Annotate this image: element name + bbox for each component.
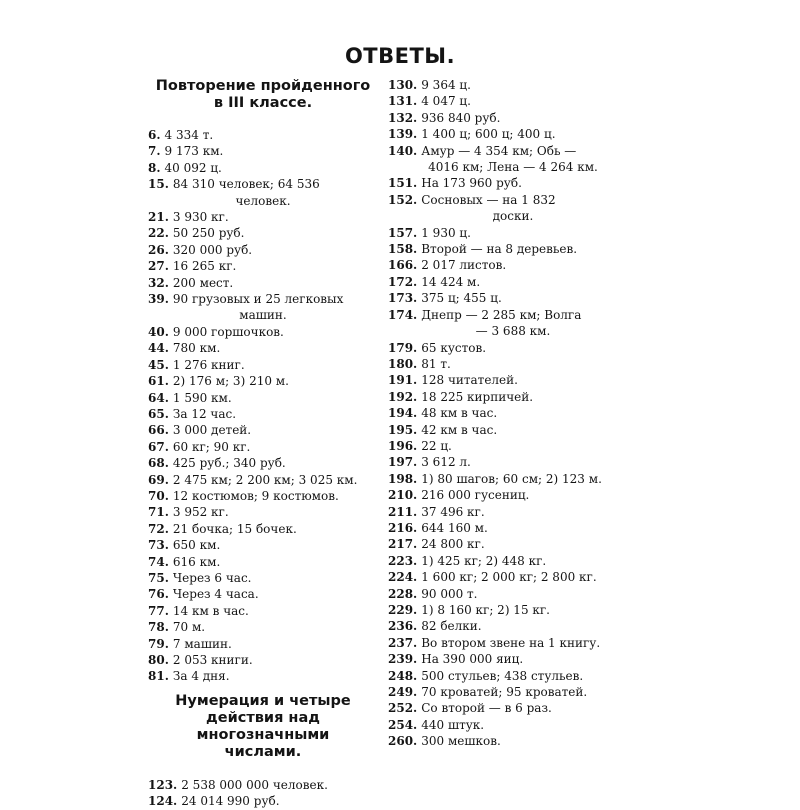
answer-number: 237. (388, 635, 418, 650)
answer-text: 780 км. (172, 341, 221, 356)
answer-text: За 12 час. (172, 406, 237, 421)
answer-entry (148, 793, 378, 809)
answer-text: За 4 дня. (172, 669, 230, 684)
answer-text: 375 ц; 455 ц. (421, 291, 502, 306)
answer-number: 194. (388, 406, 418, 421)
answer-number: 68. (148, 456, 169, 471)
answer-number: 15. (148, 177, 169, 192)
answer-number: 157. (388, 225, 418, 240)
answer-entry (388, 504, 638, 520)
answer-continuation: — 3 688 км. (475, 324, 551, 339)
answer-text: 3 000 детей. (172, 423, 252, 438)
answer-number: 132. (388, 110, 418, 125)
answer-entry (148, 603, 378, 619)
answer-entry (148, 619, 378, 635)
answer-text: 4 047 ц. (421, 94, 471, 109)
answer-text: 500 стульев; 438 стульев. (421, 668, 584, 683)
answer-text: Сосновых — на 1 832 (421, 192, 556, 207)
answer-text: 9 173 км. (164, 144, 224, 159)
answer-entry (388, 651, 638, 667)
answer-entry (388, 700, 638, 716)
answer-text: 14 424 м. (421, 274, 481, 289)
answer-number: 172. (388, 274, 418, 289)
answer-list-numeration (148, 777, 378, 810)
answer-number: 44. (148, 341, 169, 356)
answer-text: 650 км. (172, 538, 221, 553)
answer-number: 239. (388, 652, 418, 667)
answer-text: 14 км в час. (172, 603, 249, 618)
answer-entry (148, 291, 378, 307)
answer-number: 27. (148, 259, 169, 274)
answer-text: 3 612 л. (421, 455, 471, 470)
answer-number: 32. (148, 275, 169, 290)
answer-entry (388, 192, 638, 208)
answer-number: 131. (388, 94, 418, 109)
answer-entry (388, 290, 638, 306)
answer-number: 77. (148, 603, 169, 618)
answer-number: 67. (148, 439, 169, 454)
page-title: ОТВЕТЫ. (344, 44, 456, 68)
answer-entry (148, 521, 378, 537)
answer-text: 90 грузовых и 25 легковых (172, 292, 344, 307)
answer-entry (388, 438, 638, 454)
answer-entry (148, 275, 378, 291)
answer-number: 130. (388, 78, 418, 92)
answer-number: 70. (148, 488, 169, 503)
answer-entry (148, 422, 378, 438)
answer-entry (148, 777, 378, 793)
answer-text: 18 225 кирпичей. (421, 389, 534, 404)
answer-text: Второй — на 8 деревьев. (421, 242, 578, 257)
answer-entry (148, 143, 378, 159)
answer-text: 40 092 ц. (164, 160, 222, 175)
answer-text: 644 160 м. (421, 520, 488, 535)
answer-entry (388, 405, 638, 421)
answer-entry (388, 143, 638, 159)
answer-text: 3 930 кг. (172, 210, 229, 225)
answer-text: 82 белки. (421, 619, 482, 634)
answer-text: 37 496 кг. (421, 504, 485, 519)
answer-entry (388, 175, 638, 191)
answer-number: 217. (388, 537, 418, 552)
answer-entry (148, 127, 378, 143)
answer-text: 320 000 руб. (172, 242, 253, 257)
answer-number: 179. (388, 340, 418, 355)
answer-text: 42 км в час. (421, 422, 498, 437)
answer-number: 151. (388, 176, 418, 191)
heading-line: в III классе. (213, 95, 313, 111)
answer-number: 224. (388, 570, 418, 585)
answer-number: 75. (148, 570, 169, 585)
answer-number: 252. (388, 701, 418, 716)
answer-number: 229. (388, 603, 418, 617)
answer-number: 76. (148, 587, 169, 602)
answer-entry (148, 668, 378, 684)
answer-entry (388, 717, 638, 733)
answer-number: 81. (148, 669, 169, 684)
answer-entry (148, 324, 378, 340)
answer-number: 254. (388, 717, 418, 732)
answer-entry (148, 570, 378, 586)
answer-text: 2 053 книги. (172, 653, 253, 667)
answer-text: 7 машин. (172, 636, 232, 651)
answer-text: Амур — 4 354 км; Обь — (421, 143, 577, 158)
answer-number: 79. (148, 636, 169, 651)
answer-number: 61. (148, 374, 169, 389)
answer-entry (148, 455, 378, 471)
answer-entry (388, 487, 638, 503)
answer-entry (388, 93, 638, 109)
answer-number: 21. (148, 210, 169, 225)
answer-number: 7. (148, 144, 161, 159)
answer-entry (148, 160, 378, 176)
answer-number: 166. (388, 258, 418, 273)
answer-text: 425 руб.; 340 руб. (172, 456, 286, 471)
answer-entry (388, 389, 638, 405)
answer-entry (148, 554, 378, 570)
answer-entry (148, 176, 378, 192)
answer-entry (148, 209, 378, 225)
answer-entry (148, 636, 378, 652)
answer-entry (388, 274, 638, 290)
answer-number: 197. (388, 455, 418, 470)
answer-entry (148, 357, 378, 373)
answer-text: 1 590 км. (172, 390, 232, 405)
answer-entry (388, 635, 638, 651)
answer-text: 1 276 книг. (172, 357, 245, 372)
answer-number: 174. (388, 307, 418, 322)
answer-text: 4 334 т. (164, 128, 214, 142)
answer-text: 9 364 ц. (421, 78, 471, 92)
answer-continuation: 4016 км; Лена — 4 264 км. (428, 160, 598, 175)
answer-number: 198. (388, 471, 418, 486)
answer-number: 260. (388, 734, 418, 749)
answer-number: 64. (148, 390, 169, 405)
answer-entry (388, 422, 638, 438)
answer-number: 196. (388, 438, 418, 453)
answer-entry (388, 618, 638, 634)
answer-text: 70 м. (172, 620, 206, 635)
answer-text: 24 014 990 руб. (181, 794, 280, 809)
answer-text: 616 км. (172, 554, 221, 569)
answer-number: 152. (388, 192, 418, 207)
answer-number: 73. (148, 538, 169, 553)
answer-entry (388, 520, 638, 536)
section-heading-review (148, 78, 378, 112)
answer-entry (148, 340, 378, 356)
heading-line: действия над многозначными (196, 709, 330, 743)
answer-text: 81 т. (421, 356, 451, 371)
answer-text: 128 читателей. (421, 373, 518, 388)
answer-text: 16 265 кг. (172, 259, 237, 274)
answer-text: 200 мест. (172, 275, 234, 290)
answer-text: 2 017 листов. (421, 258, 507, 273)
answer-entry (388, 307, 638, 323)
answer-text: 2 475 км; 2 200 км; 3 025 км. (172, 472, 358, 487)
answer-text: 24 800 кг. (421, 537, 485, 552)
answer-entry (388, 553, 638, 569)
answer-entry (388, 586, 638, 602)
answer-number: 211. (388, 504, 418, 519)
answer-number: 123. (148, 777, 178, 792)
answer-number: 180. (388, 356, 418, 371)
answer-entry (388, 257, 638, 273)
answer-entry (148, 406, 378, 422)
answer-text: 1 930 ц. (421, 225, 471, 240)
answer-entry (388, 471, 638, 487)
answer-entry (388, 733, 638, 749)
answer-continuation: машин. (239, 308, 287, 323)
answer-number: 45. (148, 357, 169, 372)
answer-number: 66. (148, 423, 169, 438)
answer-text: 1) 8 160 кг; 2) 15 кг. (421, 603, 550, 617)
answer-text: 12 костюмов; 9 костюмов. (172, 488, 339, 503)
section-heading-numeration (148, 693, 378, 761)
answer-entry (388, 536, 638, 552)
answer-entry (388, 225, 638, 241)
answer-number: 195. (388, 422, 418, 437)
answer-continuation: человек. (235, 193, 291, 208)
answer-number: 8. (148, 160, 161, 175)
answer-number: 173. (388, 291, 418, 306)
answer-number: 192. (388, 389, 418, 404)
answer-text: 2) 176 м; 3) 210 м. (172, 374, 289, 389)
answer-entry (148, 488, 378, 504)
answer-entry (148, 504, 378, 520)
answer-entry (388, 454, 638, 470)
answer-entry (388, 77, 638, 93)
answer-number: 22. (148, 226, 169, 241)
answer-text: 2 538 000 000 человек. (181, 777, 328, 792)
answer-entry (388, 569, 638, 585)
answer-text: 936 840 руб. (421, 110, 501, 125)
answer-number: 71. (148, 505, 169, 520)
answer-number: 39. (148, 292, 169, 307)
answer-entry (148, 225, 378, 241)
answer-entry (388, 602, 638, 618)
answer-number: 158. (388, 242, 418, 257)
answer-text: 90 000 т. (421, 586, 478, 601)
answer-number: 140. (388, 143, 418, 158)
answer-text: 50 250 руб. (172, 226, 245, 241)
answer-entry (148, 652, 378, 668)
answer-entry (148, 472, 378, 488)
answer-number: 72. (148, 521, 169, 536)
answer-number: 69. (148, 472, 169, 487)
answer-number: 80. (148, 653, 169, 667)
answer-text: 70 кроватей; 95 кроватей. (421, 685, 588, 700)
answer-entry (388, 356, 638, 372)
answer-text: Через 4 часа. (172, 587, 259, 602)
heading-line: Нумерация и четыре (175, 692, 351, 709)
answer-entry (148, 537, 378, 553)
answer-entry (148, 586, 378, 602)
answer-entry (388, 241, 638, 257)
answer-number: 124. (148, 794, 178, 809)
answer-text: 21 бочка; 15 бочек. (172, 521, 297, 536)
answer-number: 6. (148, 128, 161, 142)
answer-entry (148, 258, 378, 274)
answer-entry (148, 439, 378, 455)
answer-number: 216. (388, 520, 418, 535)
answer-text: 216 000 гусениц. (421, 488, 530, 503)
answer-text: 440 штук. (421, 717, 485, 732)
answer-text: 3 952 кг. (172, 505, 229, 520)
answer-text: Через 6 час. (172, 570, 252, 585)
answer-text: Днепр — 2 285 км; Волга (421, 307, 582, 322)
answer-text: 65 кустов. (421, 340, 487, 355)
answer-text: На 390 000 яиц. (421, 652, 524, 667)
answer-entry (388, 668, 638, 684)
answer-list-review (148, 127, 378, 685)
answer-text: 1) 80 шагов; 60 см; 2) 123 м. (421, 471, 602, 486)
answer-entry (148, 373, 378, 389)
answer-number: 191. (388, 373, 418, 388)
answer-text: Со второй — в 6 раз. (421, 701, 552, 716)
answer-text: 300 мешков. (421, 734, 501, 749)
heading-line: числами. (224, 743, 302, 760)
answer-number: 236. (388, 619, 418, 634)
answer-number: 249. (388, 685, 418, 700)
answer-text: 84 310 человек; 64 536 (172, 177, 320, 192)
answer-continuation: доски. (492, 209, 534, 224)
answer-number: 65. (148, 406, 169, 421)
answer-number: 223. (388, 553, 418, 568)
answer-text: 1 400 ц; 600 ц; 400 ц. (421, 127, 556, 142)
answer-number: 26. (148, 242, 169, 257)
answer-entry (148, 390, 378, 406)
answer-text: На 173 960 руб. (421, 176, 522, 191)
answer-number: 210. (388, 488, 418, 503)
answer-entry (388, 126, 638, 142)
answer-number: 74. (148, 554, 169, 569)
answer-entry (388, 372, 638, 388)
answer-text: 22 ц. (421, 438, 452, 453)
answer-text: 1 600 кг; 2 000 кг; 2 800 кг. (421, 570, 597, 585)
answer-number: 139. (388, 127, 418, 142)
answer-text: 1) 425 кг; 2) 448 кг. (421, 553, 547, 568)
answer-number: 248. (388, 668, 418, 683)
answer-text: Во втором звене на 1 книгу. (421, 635, 601, 650)
answer-text: 60 кг; 90 кг. (172, 439, 251, 454)
answer-number: 228. (388, 586, 418, 601)
answer-entry (388, 340, 638, 356)
answer-entry (388, 684, 638, 700)
answer-entry (388, 110, 638, 126)
answer-entry (148, 242, 378, 258)
answer-text: 9 000 горшочков. (172, 324, 284, 339)
answer-text: 48 км в час. (421, 406, 498, 421)
right-column (388, 77, 638, 750)
left-column (148, 78, 378, 810)
answer-number: 40. (148, 324, 169, 339)
heading-line: Повторение пройденного (155, 78, 371, 94)
answer-number: 78. (148, 620, 169, 635)
